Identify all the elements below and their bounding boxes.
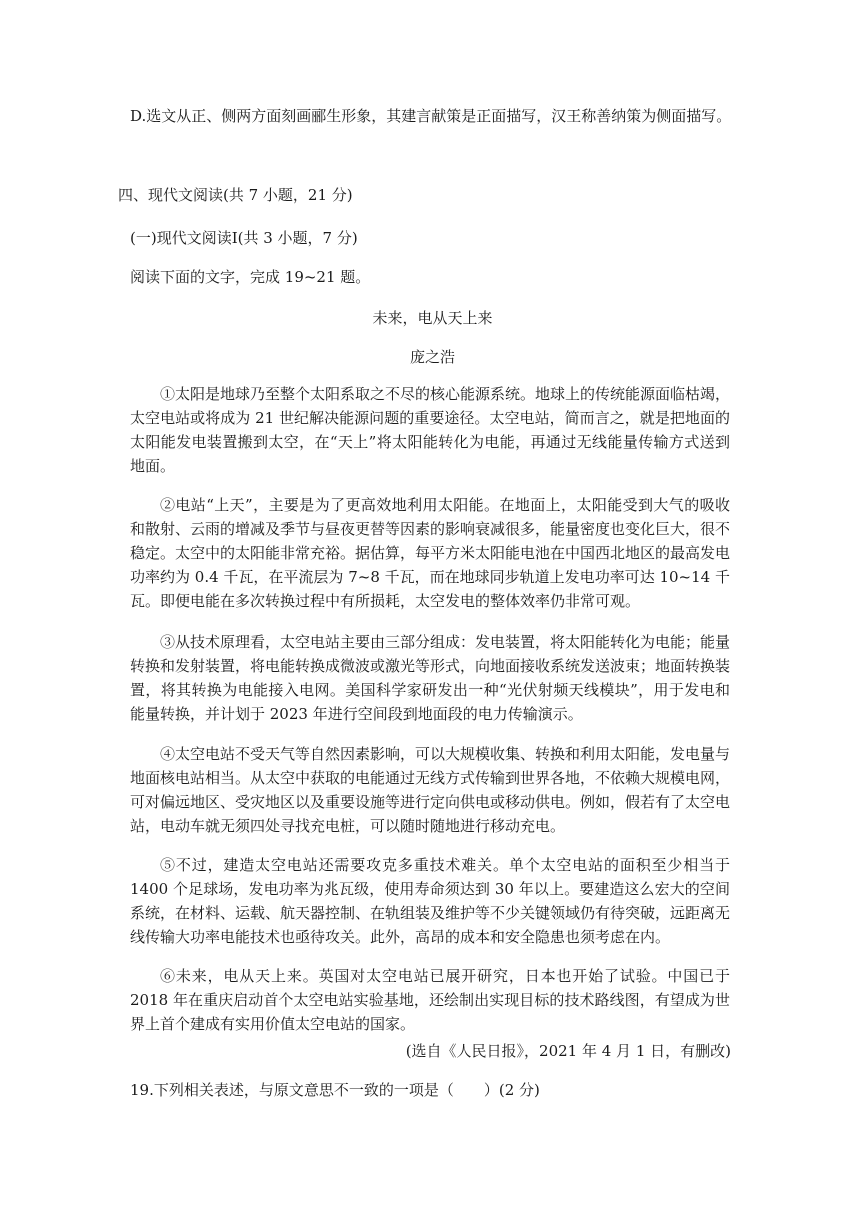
section-heading: 四、现代文阅读(共 7 小题，21 分): [118, 186, 353, 204]
article-source: (选自《人民日报》，2021 年 4 月 1 日，有删改): [405, 1042, 731, 1060]
article-paragraph-5: ⑤不过，建造太空电站还需要攻克多重技术难关。单个太空电站的面积至少相当于 1400 个足球场，发电功率为兆瓦级，使用寿命须达到 30 年以上。要建造这么宏大的空间系统，在材料、运载、航天器控制、在轨组装及维护等不少关键领域仍有待突破，远距离无线传输大功率电能技术也亟待攻关。此外，高昂的成本和安全隐患也须考虑在内。: [130, 856, 731, 946]
article-paragraph-2: ②电站“上天”，主要是为了更高效地利用太阳能。在地面上，太阳能受到大气的吸收和散射、云雨的增减及季节与昼夜更替等因素的影响衰减很多，能量密度也变化巨大，很不稳定。太空中的太阳能非常充裕。据估算，每平方米太阳能电池在中国西北地区的最高发电功率约为 0.4 千瓦，在平流层为 7~8 千瓦，而在地球同步轨道上发电功率可达 10~14 千瓦。即便电能在多次转换过程中有所损耗，太空发电的整体效率仍非常可观。: [130, 496, 731, 610]
reading-instruction: 阅读下面的文字，完成 19~21 题。: [130, 268, 371, 286]
option-d: D.选文从正、侧两方面刻画郦生形象，其建言献策是正面描写，汉王称善纳策为侧面描写。: [130, 107, 732, 125]
article-title: 未来，电从天上来: [372, 309, 493, 327]
article-paragraph-6: ⑥未来，电从天上来。英国对太空电站已展开研究，日本也开始了试验。中国已于 2018 年在重庆启动首个太空电站实验基地，还绘制出实现目标的技术路线图，有望成为世界上首个建成有实用价值太空电站的国家。: [130, 967, 730, 1033]
article-paragraph-1: ①太阳是地球乃至整个太阳系取之不尽的核心能源系统。地球上的传统能源面临枯竭，太空电站或将成为 21 世纪解决能源问题的重要途径。太空电站，简而言之，就是把地面的太阳能发电装置搬到太空，在“天上”将太阳能转化为电能，再通过无线能量传输方式送到地面。: [130, 385, 731, 475]
article-author: 庞之浩: [409, 348, 455, 366]
subsection-heading: (一)现代文阅读Ⅰ(共 3 小题，7 分): [130, 229, 358, 247]
article-paragraph-4: ④太空电站不受天气等自然因素影响，可以大规模收集、转换和利用太阳能，发电量与地面核电站相当。从太空中获取的电能通过无线方式传输到世界各地，不依赖大规模电网，可对偏远地区、受灾地区以及重要设施等进行定向供电或移动供电。例如，假若有了太空电站，电动车就无须四处寻找充电桩，可以随时随地进行移动充电。: [130, 745, 731, 835]
article-paragraph-3: ③从技术原理看，太空电站主要由三部分组成：发电装置，将太阳能转化为电能；能量转换和发射装置，将电能转换成微波或激光等形式，向地面接收系统发送波束；地面转换装置，将其转换为电能接入电网。美国科学家研发出一种“光伏射频天线模块”，用于发电和能量转换，并计划于 2023 年进行空间段到地面段的电力传输演示。: [130, 633, 731, 723]
question-19: 19.下列相关表述，与原文意思不一致的一项是（ ）(2 分): [130, 1081, 540, 1099]
